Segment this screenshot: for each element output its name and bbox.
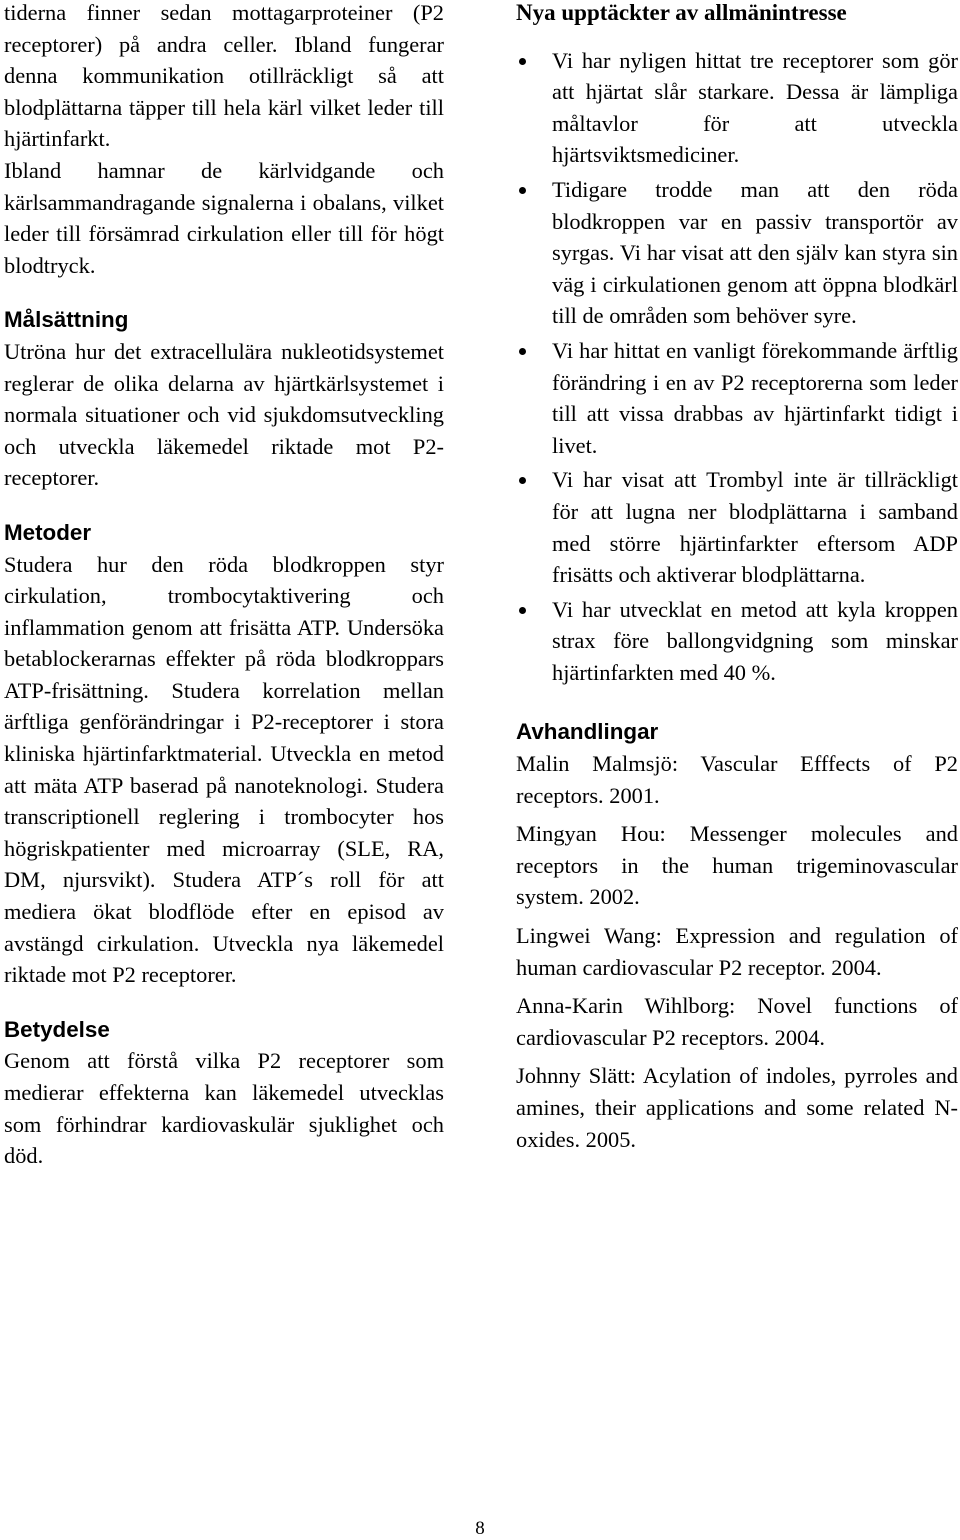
discoveries-heading: Nya upptäckter av allmänintresse (516, 0, 847, 25)
list-item (516, 335, 958, 461)
thesis-entry: Johnny Slätt: Acylation of indoles, pyrroles and amines, their applications and some related N-oxides. 2005. (516, 1063, 958, 1152)
intro-paragraph-2: Ibland hamnar de kärlvidgande och kärlsammandragande signalerna i obalans, vilket leder till försämrad cirkulation eller till för högt blodtryck. (4, 157, 444, 278)
list-item (516, 464, 958, 590)
list-item (516, 594, 958, 689)
betydelse-section (4, 1014, 444, 1172)
list-item-text: Vi har utvecklat en metod att kyla kroppen strax före ballongvidgning som minskar hjärtinfarkten med 40 %. (552, 596, 958, 685)
discoveries-list (516, 45, 958, 689)
betydelse-heading: Betydelse (4, 1016, 110, 1042)
metoder-section (4, 517, 444, 991)
list-item (516, 45, 958, 171)
bullet-icon (519, 187, 526, 194)
intro-section (4, 0, 444, 281)
list-item (516, 174, 958, 332)
avhandlingar-section (516, 716, 958, 1155)
thesis-entry: Malin Malmsjö: Vascular Efffects of P2 receptors. 2001. (516, 751, 958, 808)
bullet-icon (519, 58, 526, 65)
malsattning-text: Utröna hur det extracellulära nukleotidsystemet reglerar de olika delarna av hjärtkärlsystemet i normala situationer och vid sjukdomsutveckling och utveckla läkemedel riktade mot P2-receptorer. (4, 338, 444, 491)
intro-paragraph-1: tiderna finner sedan mottagarproteiner (P2 receptorer) på andra celler. Ibland fungerar denna kommunikation otillräckligt så att blodplättarna täpper till hela kärl vilket leder till hjärtinfarkt. (4, 0, 444, 152)
discoveries-section (516, 0, 958, 688)
right-column (516, 0, 958, 1162)
thesis-entry: Mingyan Hou: Messenger molecules and receptors in the human trigeminovascular system. 2002. (516, 821, 958, 910)
left-column (4, 0, 444, 1195)
list-item-text: Vi har visat att Trombyl inte är tillräckligt för att lugna ner blodplättarna i samband med större hjärtinfarkter eftersom ADP frisätts och aktiverar blodplättarna. (552, 467, 958, 588)
betydelse-text: Genom att förstå vilka P2 receptorer som medierar effekterna kan läkemedel utvecklas som förhindrar kardiovaskulär sjuklighet och död. (4, 1048, 444, 1169)
page-number: 8 (475, 1518, 485, 1539)
metoder-heading: Metoder (4, 519, 92, 545)
avhandlingar-heading: Avhandlingar (516, 719, 659, 745)
malsattning-section (4, 304, 444, 494)
list-item-text: Vi har hittat en vanligt förekommande ärftlig förändring i en av P2 receptorerna som leder till att vissa drabbas av hjärtinfarkt tidigt i livet. (552, 337, 958, 458)
thesis-entry: Lingwei Wang: Expression and regulation of human cardiovascular P2 receptor. 2004. (516, 923, 958, 980)
bullet-icon (519, 477, 526, 484)
list-item-text: Vi har nyligen hittat tre receptorer som gör att hjärtat slår starkare. Dessa är lämpliga måltavlor för att utveckla hjärtsviktsmediciner. (552, 47, 958, 168)
list-item-text: Tidigare trodde man att den röda blodkroppen var en passiv transportör av syrgas. Vi har visat att den själv kan styra sin väg i cirkulationen genom att öppna blodkärl till de områden som behöver syre. (552, 176, 958, 329)
malsattning-heading: Målsättning (4, 307, 129, 333)
bullet-icon (519, 348, 526, 355)
thesis-entry: Anna-Karin Wihlborg: Novel functions of cardiovascular P2 receptors. 2004. (516, 993, 958, 1050)
metoder-text: Studera hur den röda blodkroppen styr cirkulation, trombocytaktivering och inflammation genom att frisätta ATP. Undersöka betablockerarnas effekter på röda blodkroppars ATP-frisättning. Studera korrelation mellan ärftliga genförändringar i P2-receptorer i stora kliniska hjärtinfarktmaterial. Utveckla en metod att mäta ATP baserad på nanoteknologi. Studera transcriptionell reglering i trombocyter hos högriskpatienter med microarray (SLE, RA, DM, njursvikt). Studera ATP´s roll för att mediera ökat blodflöde efter en episod av avstängd cirkulation. Utveckla nya läkemedel riktade mot P2 receptorer. (4, 551, 444, 988)
bullet-icon (519, 607, 526, 614)
